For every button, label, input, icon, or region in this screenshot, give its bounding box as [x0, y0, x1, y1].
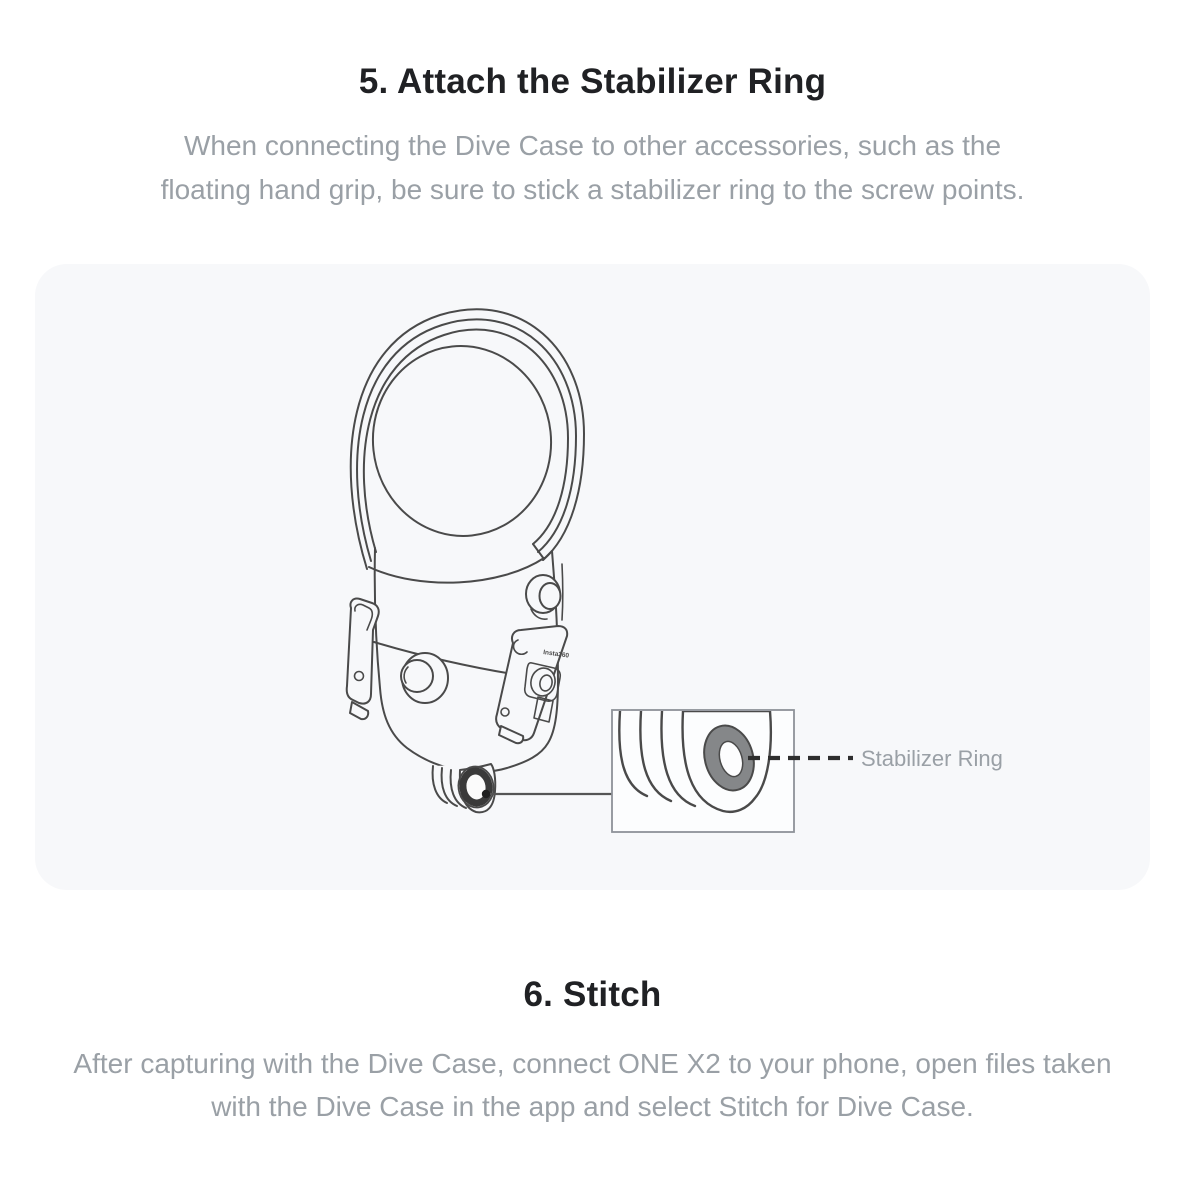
section6-title: 6. Stitch [523, 975, 662, 1014]
dive-case-illustration [35, 264, 1150, 890]
lens-rim-end-notch [533, 544, 552, 560]
case-edge-detail [562, 564, 563, 620]
callout-box [612, 710, 794, 832]
latch-logo-text: Insta360 [542, 649, 570, 660]
section6-line2: with the Dive Case in the app and select Stitch for Dive Case. [211, 1091, 974, 1122]
lens-rim-inner [364, 330, 568, 552]
center-knob [401, 653, 448, 703]
section6-line1: After capturing with the Dive Case, connect ONE X2 to your phone, open files taken [73, 1048, 1112, 1079]
section5-title: 5. Attach the Stabilizer Ring [358, 62, 827, 101]
stabilizer-ring-label: Stabilizer Ring [861, 746, 1003, 771]
callout-anchor-dot [482, 790, 490, 798]
lens-rim-outer [351, 309, 584, 569]
lens-housing-bottom [369, 558, 544, 583]
section6-paragraph [0, 1042, 1185, 1128]
illustration-panel [35, 264, 1150, 890]
screw-point-ring [461, 769, 491, 804]
lens-glass [364, 337, 561, 545]
right-latch [496, 626, 570, 743]
mount-fork [433, 764, 497, 812]
left-latch [347, 599, 379, 720]
section5-line1: When connecting the Dive Case to other accessories, such as the [183, 130, 1002, 161]
lens-rim-mid [357, 319, 576, 561]
section5-paragraph [0, 124, 1185, 212]
section5-line2: floating hand grip, be sure to stick a stabilizer ring to the screw points. [160, 174, 1025, 205]
